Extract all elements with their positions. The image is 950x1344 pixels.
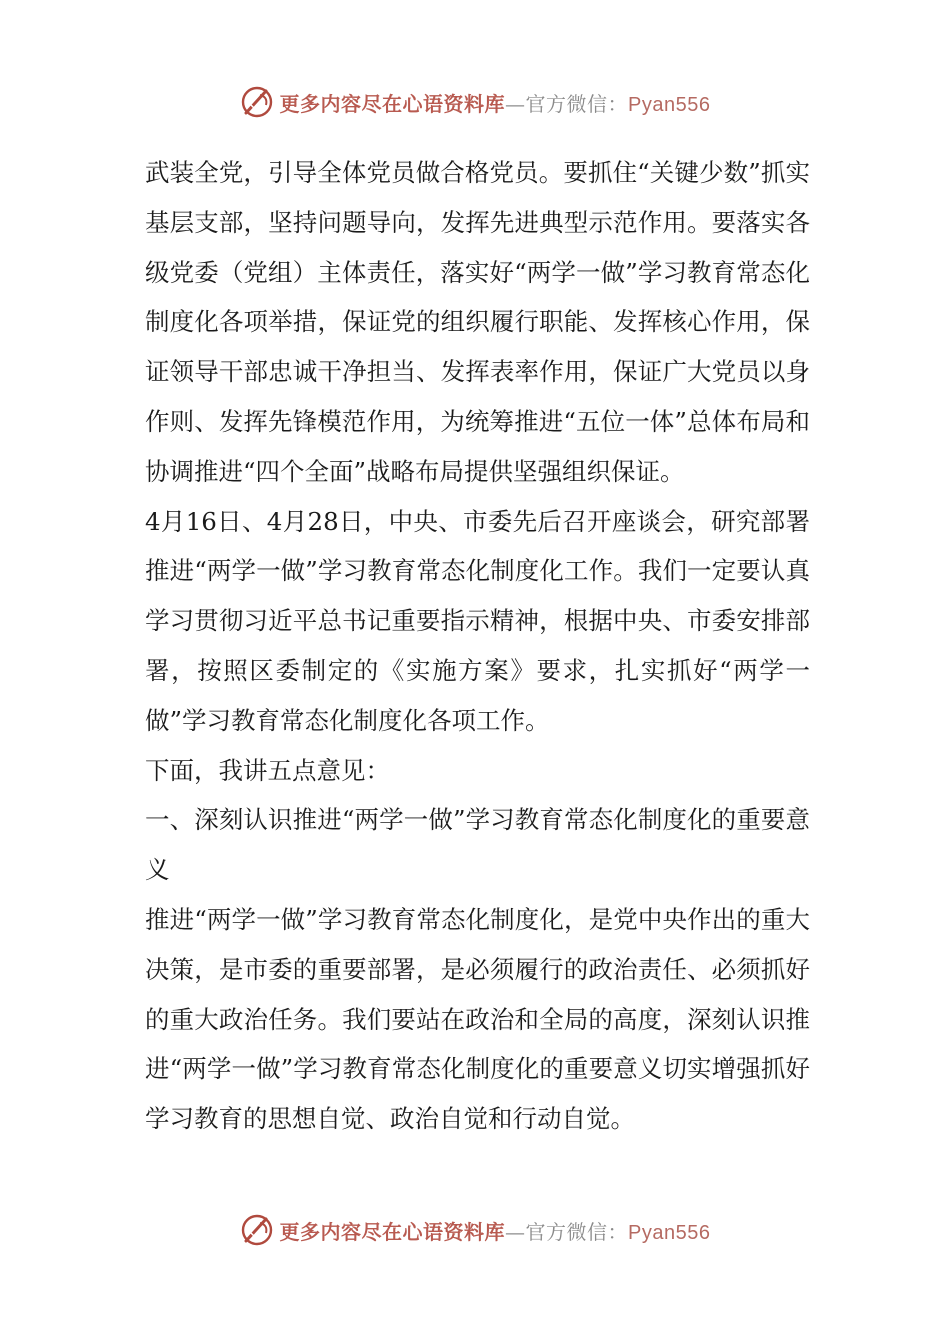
quill-logo-icon — [240, 1213, 274, 1247]
footer-banner — [0, 1208, 950, 1252]
paragraph: 下面，我讲五点意见： — [145, 755, 390, 785]
banner-dash: — — [505, 91, 526, 116]
banner-text — [280, 1216, 711, 1245]
banner-wechat-label: 官方微信： — [525, 91, 629, 116]
banner-wechat-id: Pyan556 — [628, 93, 711, 116]
paragraph: 4月16日、4月28日，中央、市委先后召开座谈会，研究部署推进“两学一做”学习教育常态化制度化工作。我们一定要认真学习贯彻习近平总书记重要指示精神，根据中央、市委安排部署，按照区委制定的《实施方案》要求，扎实抓好“两学一做”学习教育常态化制度化各项工作。 — [145, 506, 810, 735]
banner-main-text: 更多内容尽在心语资料库 — [279, 1219, 506, 1244]
paragraph: 推进“两学一做”学习教育常态化制度化，是党中央作出的重大决策，是市委的重要部署，是必须履行的政治责任、必须抓好的重大政治任务。我们要站在政治和全局的高度，深刻认识推进“两学一做”学习教育常态化制度化的重要意义切实增强抓好学习教育的思想自觉、政治自觉和行动自觉。 — [145, 904, 810, 1134]
banner-wechat-id: Pyan556 — [628, 1221, 711, 1244]
paragraph: 武装全党，引导全体党员做合格党员。要抓住“关键少数”抓实基层支部，坚持问题导向，发挥先进典型示范作用。要落实各级党委（党组）主体责任，落实好“两学一做”学习教育常态化制度化各项举措，保证党的组织履行职能、发挥核心作用，保证领导干部忠诚干净担当、发挥表率作用，保证广大党员以身作则、发挥先锋模范作用，为统筹推进“五位一体”总体布局和协调推进“四个全面”战略布局提供坚强组织保证。 — [145, 158, 810, 486]
quill-logo-icon — [240, 85, 274, 119]
banner-text — [280, 88, 711, 117]
banner-main-text: 更多内容尽在心语资料库 — [279, 91, 506, 116]
header-banner — [0, 80, 950, 124]
section-heading: 一、深刻认识推进“两学一做”学习教育常态化制度化的重要意义 — [145, 805, 810, 885]
banner-wechat-label: 官方微信： — [525, 1219, 629, 1244]
banner-dash: — — [505, 1219, 526, 1244]
document-body — [145, 148, 810, 1144]
